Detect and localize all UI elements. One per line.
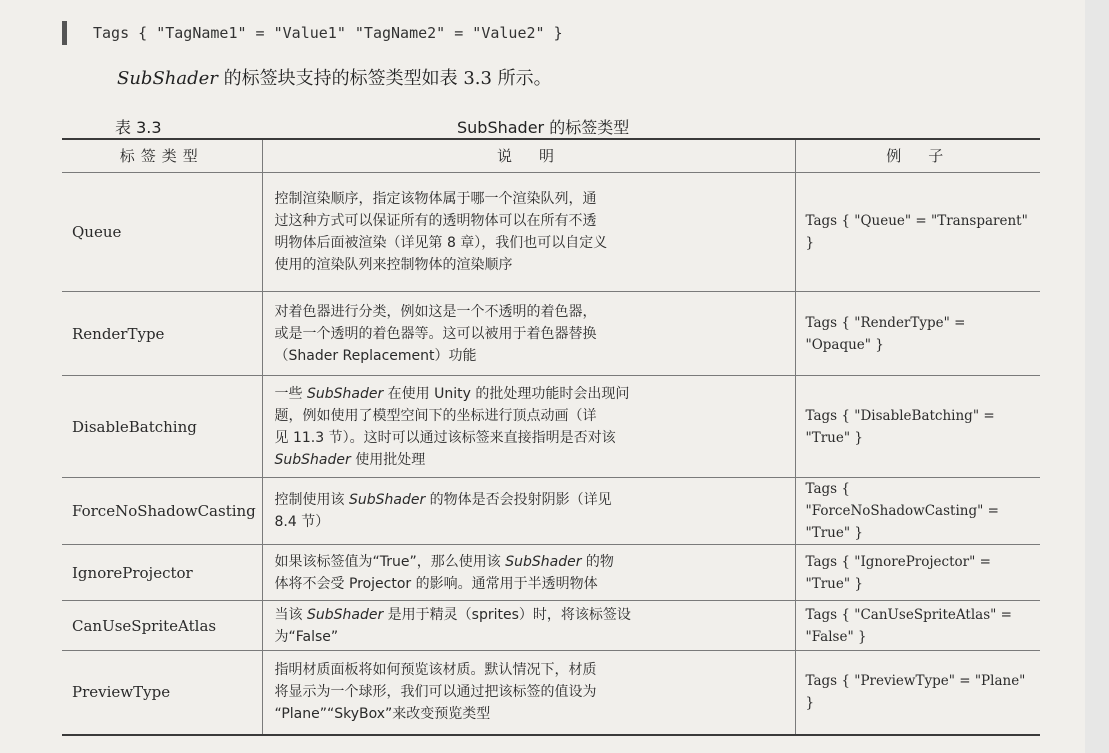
- cell-desc: [262, 478, 795, 545]
- desc-line: SubShader 使用批处理: [274, 451, 426, 468]
- cell-example: Tags { "DisableBatching" = "True" }: [795, 376, 1040, 478]
- table-row: [62, 173, 1040, 292]
- cell-desc: [262, 173, 795, 292]
- cell-type: ForceNoShadowCasting: [62, 478, 262, 545]
- table-row: [62, 376, 1040, 478]
- header-desc: 说 明: [262, 139, 795, 173]
- desc-line: 为“False”: [274, 628, 339, 645]
- cell-example: Tags { "ForceNoShadowCasting" = "True" }: [795, 478, 1040, 545]
- desc-line: 使用的渲染队列来控制物体的渲染顺序: [274, 257, 513, 273]
- cell-desc: [262, 376, 795, 478]
- cell-example: Tags { "IgnoreProjector" = "True" }: [795, 545, 1040, 601]
- cell-type: DisableBatching: [62, 376, 262, 478]
- code-marker: [62, 21, 67, 45]
- desc-line: 控制渲染顺序，指定该物体属于哪一个渲染队列，通: [274, 191, 597, 207]
- header-example: 例 子: [795, 139, 1040, 173]
- desc-line: 见 11.3 节）。这时可以通过该标签来直接指明是否对该: [274, 429, 616, 446]
- desc-line: 控制使用该 SubShader 的物体是否会投射阴影（详见: [274, 492, 612, 508]
- desc-line: 指明材质面板将如何预览该材质。默认情况下，材质: [274, 662, 597, 679]
- cell-example: Tags { "Queue" = "Transparent" }: [795, 173, 1040, 292]
- desc-line: 8.4 节）: [274, 514, 330, 530]
- table-row: [62, 292, 1040, 376]
- code-text: Tags { "TagName1" = "Value1" "TagName2" = "Value2" }: [93, 24, 563, 42]
- subshader-term: SubShader: [306, 385, 384, 402]
- intro-italic: SubShader: [117, 68, 218, 89]
- subshader-term: SubShader: [348, 492, 426, 508]
- cell-type: CanUseSpriteAtlas: [62, 601, 262, 651]
- cell-desc: [262, 545, 795, 601]
- table-number: 表 3.3: [115, 118, 162, 137]
- cell-desc: [262, 601, 795, 651]
- cell-desc: [262, 651, 795, 735]
- desc-line: 体将不会受 Projector 的影响。通常用于半透明物体: [274, 575, 598, 592]
- table-row: [62, 651, 1040, 735]
- table-header-row: [62, 139, 1040, 173]
- desc-line: 或是一个透明的着色器等。这可以被用于着色器替换: [274, 325, 597, 342]
- intro-text: 的标签块支持的标签类型如表 3.3 所示。: [217, 68, 552, 89]
- cell-type: RenderType: [62, 292, 262, 376]
- table-row: [62, 601, 1040, 651]
- cell-type: IgnoreProjector: [62, 545, 262, 601]
- table-title: SubShader 的标签类型: [457, 118, 630, 137]
- subshader-term: SubShader: [274, 451, 351, 468]
- subshader-term: SubShader: [457, 118, 545, 137]
- desc-line: （Shader Replacement）功能: [274, 347, 477, 364]
- page-edge: [1085, 0, 1109, 753]
- header-type: 标签类型: [62, 139, 262, 173]
- desc-line: 对着色器进行分类，例如这是一个不透明的着色器，: [274, 303, 597, 320]
- code-line: [62, 20, 563, 46]
- desc-line: 当该 SubShader 是用于精灵（sprites）时，将该标签设: [274, 606, 631, 623]
- cell-desc: [262, 292, 795, 376]
- cell-type: PreviewType: [62, 651, 262, 735]
- tag-table: [62, 138, 1040, 736]
- desc-line: 如果该标签值为“True”，那么使用该 SubShader 的物: [274, 553, 614, 570]
- cell-example: Tags { "CanUseSpriteAtlas" = "False" }: [795, 601, 1040, 651]
- table-row: [62, 478, 1040, 545]
- cell-example: Tags { "PreviewType" = "Plane" }: [795, 651, 1040, 735]
- table-caption: [112, 112, 1030, 138]
- subshader-term: SubShader: [505, 553, 582, 570]
- desc-line: 过这种方式可以保证所有的透明物体可以在所有不透: [274, 213, 597, 229]
- desc-line: “Plane”“SkyBox”来改变预览类型: [274, 706, 491, 723]
- cell-example: Tags { "RenderType" = "Opaque" }: [795, 292, 1040, 376]
- desc-line: 明物体后面被渲染（详见第 8 章），我们也可以自定义: [274, 235, 608, 251]
- cell-type: Queue: [62, 173, 262, 292]
- intro-paragraph: [117, 64, 552, 90]
- desc-line: 一些 SubShader 在使用 Unity 的批处理功能时会出现问: [274, 385, 630, 402]
- subshader-term: SubShader: [306, 606, 384, 623]
- desc-line: 将显示为一个球形，我们可以通过把该标签的值设为: [274, 684, 597, 701]
- desc-line: 题，例如使用了模型空间下的坐标进行顶点动画（详: [274, 407, 597, 424]
- table-row: [62, 545, 1040, 601]
